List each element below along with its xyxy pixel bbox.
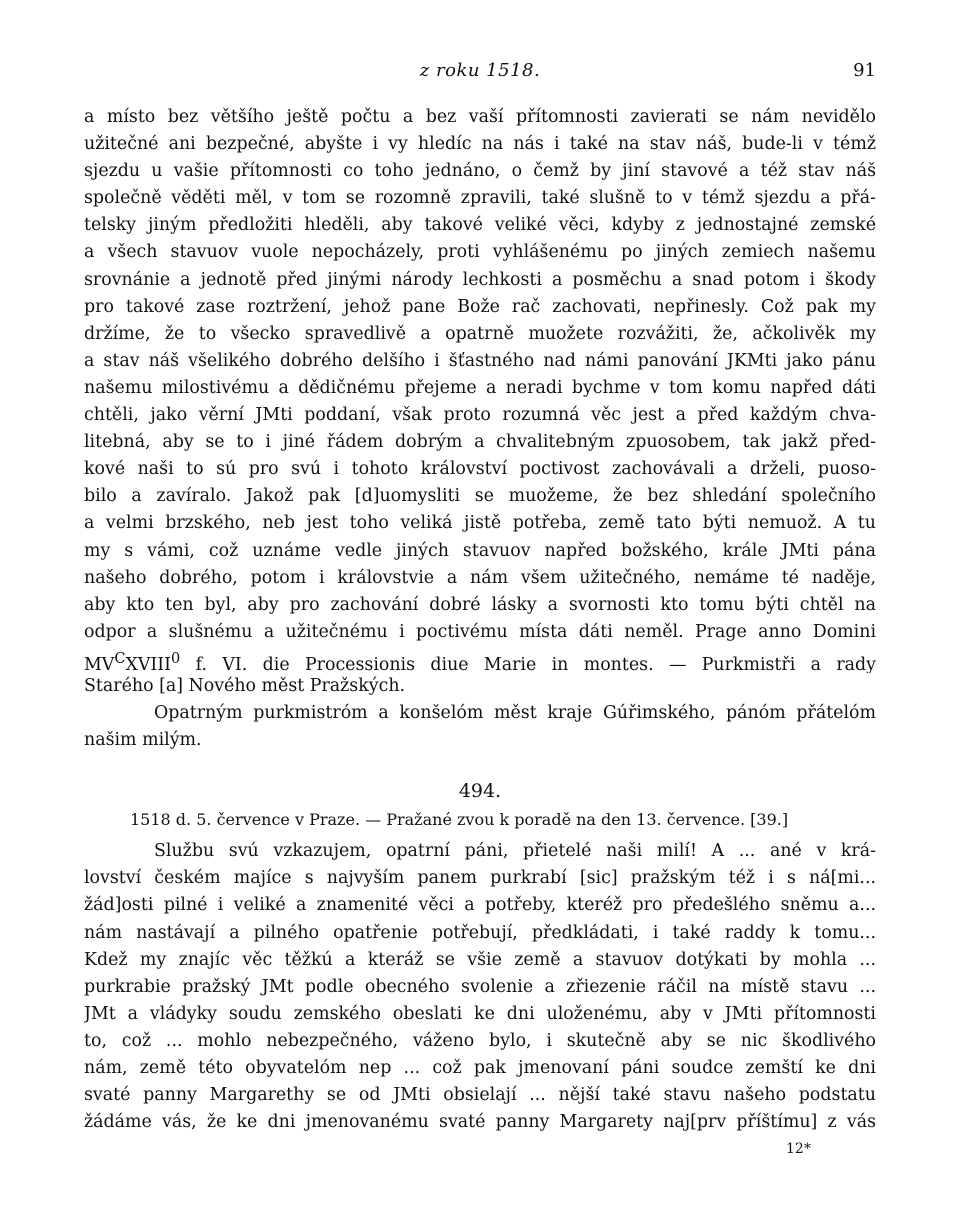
date-suffix: f. VI. die Processionis diue Marie in montes. — Purkmistři a rady [180,654,876,673]
text-line: a stav náš všelikého dobrého delšího i šťastného nad námi panování JKMti jako pánu [84,350,876,371]
document-regest: 1518 d. 5. července v Praze. — Pražané zvou k poradě na den 13. července. [39.] [130,810,789,830]
text-line: chtěli, jako věrní JMti poddaní, však proto rozumná věc jest a před každým chva- [84,405,876,426]
signature-mark: 12* [786,1141,811,1157]
paragraph-1 [84,104,876,700]
text-block [84,104,876,1136]
running-head [0,60,960,84]
running-title: z roku 1518. [419,60,541,81]
text-line: bilo a zavíralo. Jakož pak [d]uomysliti se muožeme, že bez shledání společního [84,486,876,507]
text-line: sjezdu u vašie přítomnosti co toho jednáno, o čemž by jiní stavové a též stav náš [84,161,876,182]
text-line-last: Starého [a] Nového měst Pražských. [84,675,406,696]
date-middle: XVIII [125,654,172,673]
text-line: JMt a vládyky soudu zemského obeslati ke dni uloženému, aby v JMti přítomnosti [84,1003,876,1024]
address-line: našim milým. [84,730,202,751]
text-line: žádáme vás, že ke dni jmenovanému svaté panny Margarety naj[prv příštímu] z vás [84,1112,876,1133]
date-superscript-c: C [114,650,126,667]
text-line: lovství českém majíce s najvyším panem purkrabí [sic] pražským též i s ná[mi... [84,868,876,889]
text-line: svaté panny Margarethy se od JMti obsielají ... nější také stavu našeho podstatu [84,1085,876,1106]
address-line: Opatrným purkmistróm a konšelóm měst kraje Gúřimského, pánóm přátelóm [154,703,876,724]
text-line: nám nastávají a pilného opatřenie potřebují, předkládati, i také raddy k tomu... [84,922,876,943]
text-line: a místo bez většího ještě počtu a bez vaší přítomnosti zavierati se nám nevidělo [84,107,876,127]
text-line: my s vámi, což uznáme vedle jiných stavuov napřed božského, krále JMti pána [84,540,876,561]
text-line: držíme, že to všecko spravedlivě a opatrně muožete rozvážiti, že, ačkolivěk my [84,323,876,344]
text-line: užitečné ani bezpečné, abyšte i vy hledíc na nás i také na stav náš, bude-li v témž [84,134,876,155]
text-line: našemu milostivému a dědičnému přejeme a neradi bychme v tom komu napřed dáti [84,377,876,398]
text-line: Službu svú vzkazujem, opatrní páni, přietelé naši milí! A ... ané v krá- [154,841,876,862]
page-number: 91 [853,60,876,81]
text-line: telsky jiným předložiti hleděli, aby takové veliké věci, kdyby z jednostajné zemské [84,215,876,236]
text-line: odpor a slušnému a užitečnému i poctivému místa dáti neměl. Prage anno Domini [84,621,876,642]
document-number: 494. [458,780,502,803]
text-line: aby kto ten byl, aby pro zachování dobré lásky a svornosti kto tomu býti chtěl na [84,594,876,615]
text-line: žád]osti pilné i veliké a znamenité věci a potřeby, kteréž pro předešlého sněmu a... [84,895,876,916]
text-line: a všech stavuov vuole nepocházely, proti vyhlášenému po jiných zemiech našemu [84,242,876,263]
date-prefix: MV [84,654,115,673]
text-line: litebná, aby se to i jiné řádem dobrým a chvalitebným zpuosobem, tak jakž před- [84,432,876,453]
text-line: srovnánie a jednotě před jinými národy lechkosti a posměchu a snad potom i škody [84,269,876,290]
text-line: pro takové zase roztržení, jehož pane Bože rač zachovati, nepřinesly. Což pak my [84,296,876,317]
address [84,700,876,754]
text-line: společně věděti měl, v tom se rozomně zpravili, také slušně to v témž sjezdu a přá- [84,188,876,209]
date-line [84,646,876,673]
date-superscript-zero: 0 [171,650,181,667]
text-line: purkrabie pražský JMt podle obecného svolenie a zřiezenie ráčil na místě stavu ... [84,976,876,997]
text-line: Kdež my znajíc věc těžkú a kteráž se všie země a stavuov dotýkati by mohla ... [84,949,876,970]
text-line: to, což ... mohlo nebezpečného, váženo bylo, i skutečně aby se nic škodlivého [84,1030,876,1051]
text-line: našeho dobrého, potom i královstvie a nám všem užitečného, nemáme té naděje, [84,567,876,588]
paragraph-2 [84,838,876,1136]
text-line: kové naši to sú pro svú i tohoto království poctivost zachovávali a drželi, puoso- [84,459,876,480]
text-line: nám, země této obyvatelóm nep ... což pak jmenovaní páni soudce zemští ke dni [84,1058,876,1078]
text-line: a velmi brzského, neb jest toho veliká jistě potřeba, země tato býti nemuož. A tu [84,513,876,534]
